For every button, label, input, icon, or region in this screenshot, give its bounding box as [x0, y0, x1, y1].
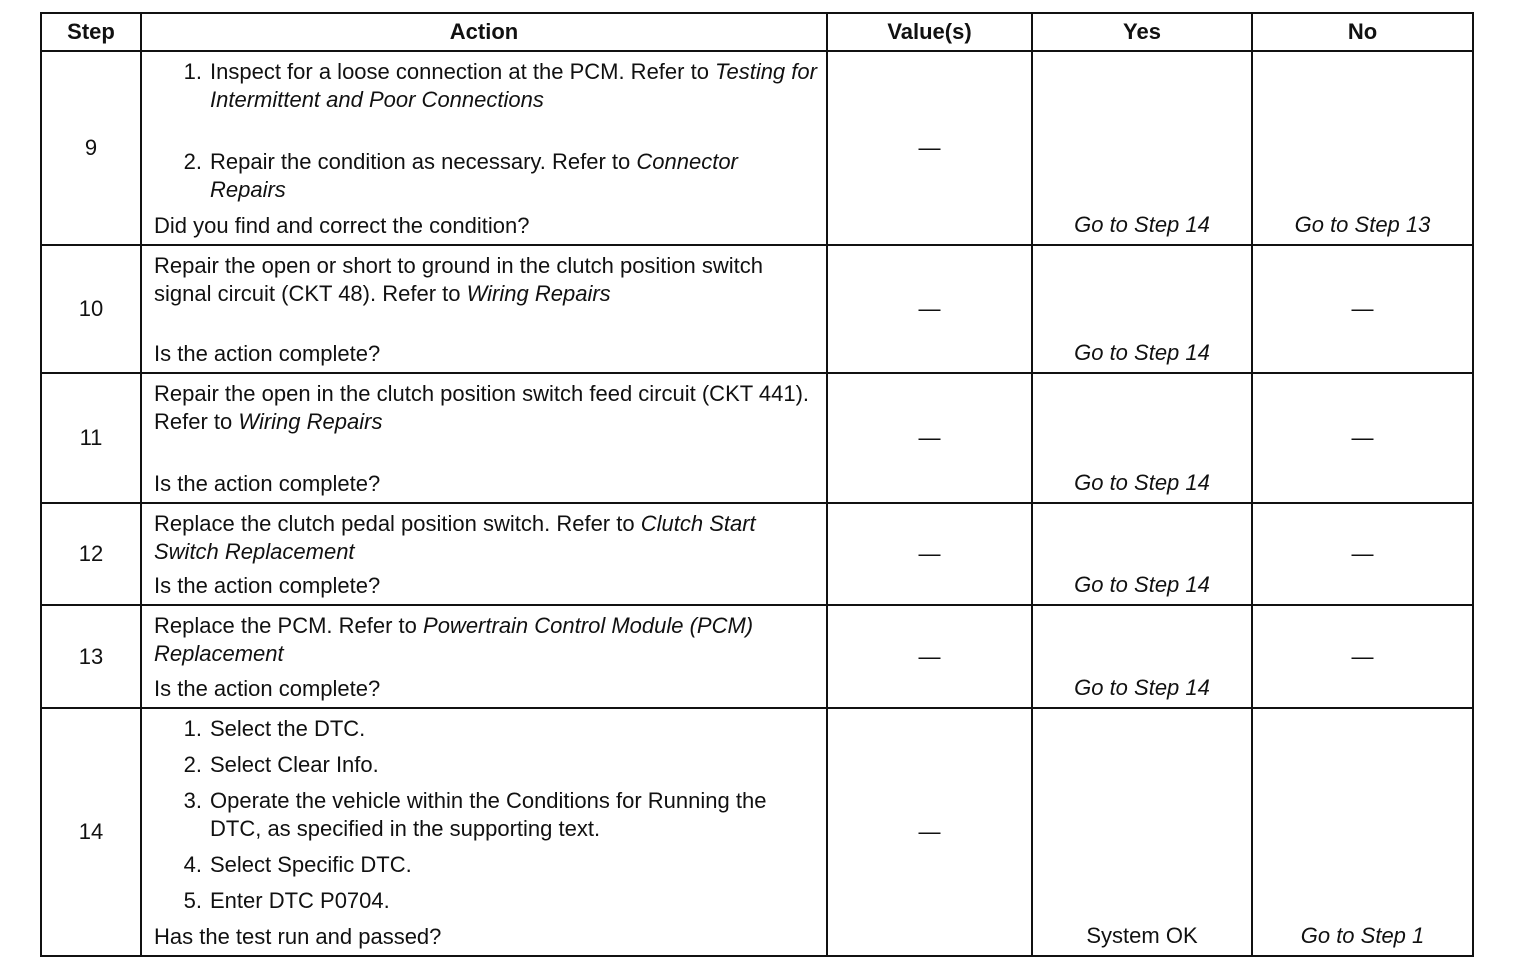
no-cell: —: [1252, 605, 1473, 708]
action-cell: [141, 708, 827, 956]
header-yes: Yes: [1032, 13, 1252, 51]
no-cell: Go to Step 1: [1252, 708, 1473, 956]
header-step: Step: [41, 13, 141, 51]
question-text: Has the test run and passed?: [154, 924, 442, 949]
yes-cell: Go to Step 14: [1032, 605, 1252, 708]
no-cell: Go to Step 13: [1252, 51, 1473, 245]
action-steps: [154, 715, 818, 923]
yes-cell: Go to Step 14: [1032, 245, 1252, 373]
step-number: 12: [41, 503, 141, 605]
action-cell: [141, 245, 827, 373]
step-number: 10: [41, 245, 141, 373]
reference-link: Wiring Repairs: [238, 409, 383, 434]
action-cell: [141, 605, 827, 708]
question-text: Did you find and correct the condition?: [154, 213, 530, 238]
no-cell: —: [1252, 373, 1473, 503]
list-item: 1. Inspect for a loose connection at the PCM. Refer to Testing for Intermittent and Poor Connections: [183, 59, 817, 112]
table-row-step-14: [41, 708, 1473, 956]
value-cell: —: [827, 51, 1032, 245]
question-text: Is the action complete?: [154, 573, 381, 598]
header-no: No: [1252, 13, 1473, 51]
list-item: 5. Enter DTC P0704.: [183, 888, 390, 913]
action-cell: [141, 503, 827, 605]
step-number: 14: [41, 708, 141, 956]
list-item: 3. Operate the vehicle within the Conditions for Running the DTC, as specified in the supporting text.: [183, 788, 767, 841]
question-text: Is the action complete?: [154, 341, 381, 366]
list-item: 1. Select the DTC.: [183, 716, 366, 741]
value-cell: —: [827, 605, 1032, 708]
reference-link: Connector Repairs: [210, 149, 738, 202]
action-text: Replace the clutch pedal position switch. Refer to Clutch Start Switch Replacement: [154, 511, 756, 564]
action-steps: [154, 58, 818, 212]
diagnostic-table: [40, 12, 1474, 957]
reference-link: Powertrain Control Module (PCM) Replacement: [154, 613, 754, 666]
header-row: [41, 13, 1473, 51]
list-item: 2. Repair the condition as necessary. Refer to Connector Repairs: [183, 149, 738, 202]
yes-cell: Go to Step 14: [1032, 51, 1252, 245]
value-cell: —: [827, 373, 1032, 503]
table-row-step-12: [41, 503, 1473, 605]
header-action: Action: [141, 13, 827, 51]
step-number: 9: [41, 51, 141, 245]
table-row-step-13: [41, 605, 1473, 708]
question-text: Is the action complete?: [154, 471, 381, 496]
value-cell: —: [827, 503, 1032, 605]
action-text: Repair the open or short to ground in the clutch position switch signal circuit (CKT 48). Refer to Wiring Repairs: [154, 253, 764, 306]
question-text: Is the action complete?: [154, 676, 381, 701]
yes-cell: System OK: [1032, 708, 1252, 956]
action-text: Repair the open in the clutch position switch feed circuit (CKT 441). Refer to Wiring Repairs: [154, 381, 810, 434]
step-number: 13: [41, 605, 141, 708]
reference-link: Testing for Intermittent and Poor Connections: [210, 59, 817, 112]
yes-cell: Go to Step 14: [1032, 373, 1252, 503]
table-row-step-10: [41, 245, 1473, 373]
reference-link: Wiring Repairs: [466, 281, 611, 306]
yes-cell: Go to Step 14: [1032, 503, 1252, 605]
no-cell: —: [1252, 503, 1473, 605]
reference-link: Clutch Start Switch Replacement: [154, 511, 756, 564]
value-cell: —: [827, 245, 1032, 373]
action-cell: [141, 51, 827, 245]
list-item: 4. Select Specific DTC.: [183, 852, 412, 877]
table-row-step-11: [41, 373, 1473, 503]
table-row-step-9: [41, 51, 1473, 245]
list-item: 2. Select Clear Info.: [183, 752, 379, 777]
step-number: 11: [41, 373, 141, 503]
value-cell: —: [827, 708, 1032, 956]
action-text: Replace the PCM. Refer to Powertrain Control Module (PCM) Replacement: [154, 613, 754, 666]
action-cell: [141, 373, 827, 503]
header-values: Value(s): [827, 13, 1032, 51]
no-cell: —: [1252, 245, 1473, 373]
